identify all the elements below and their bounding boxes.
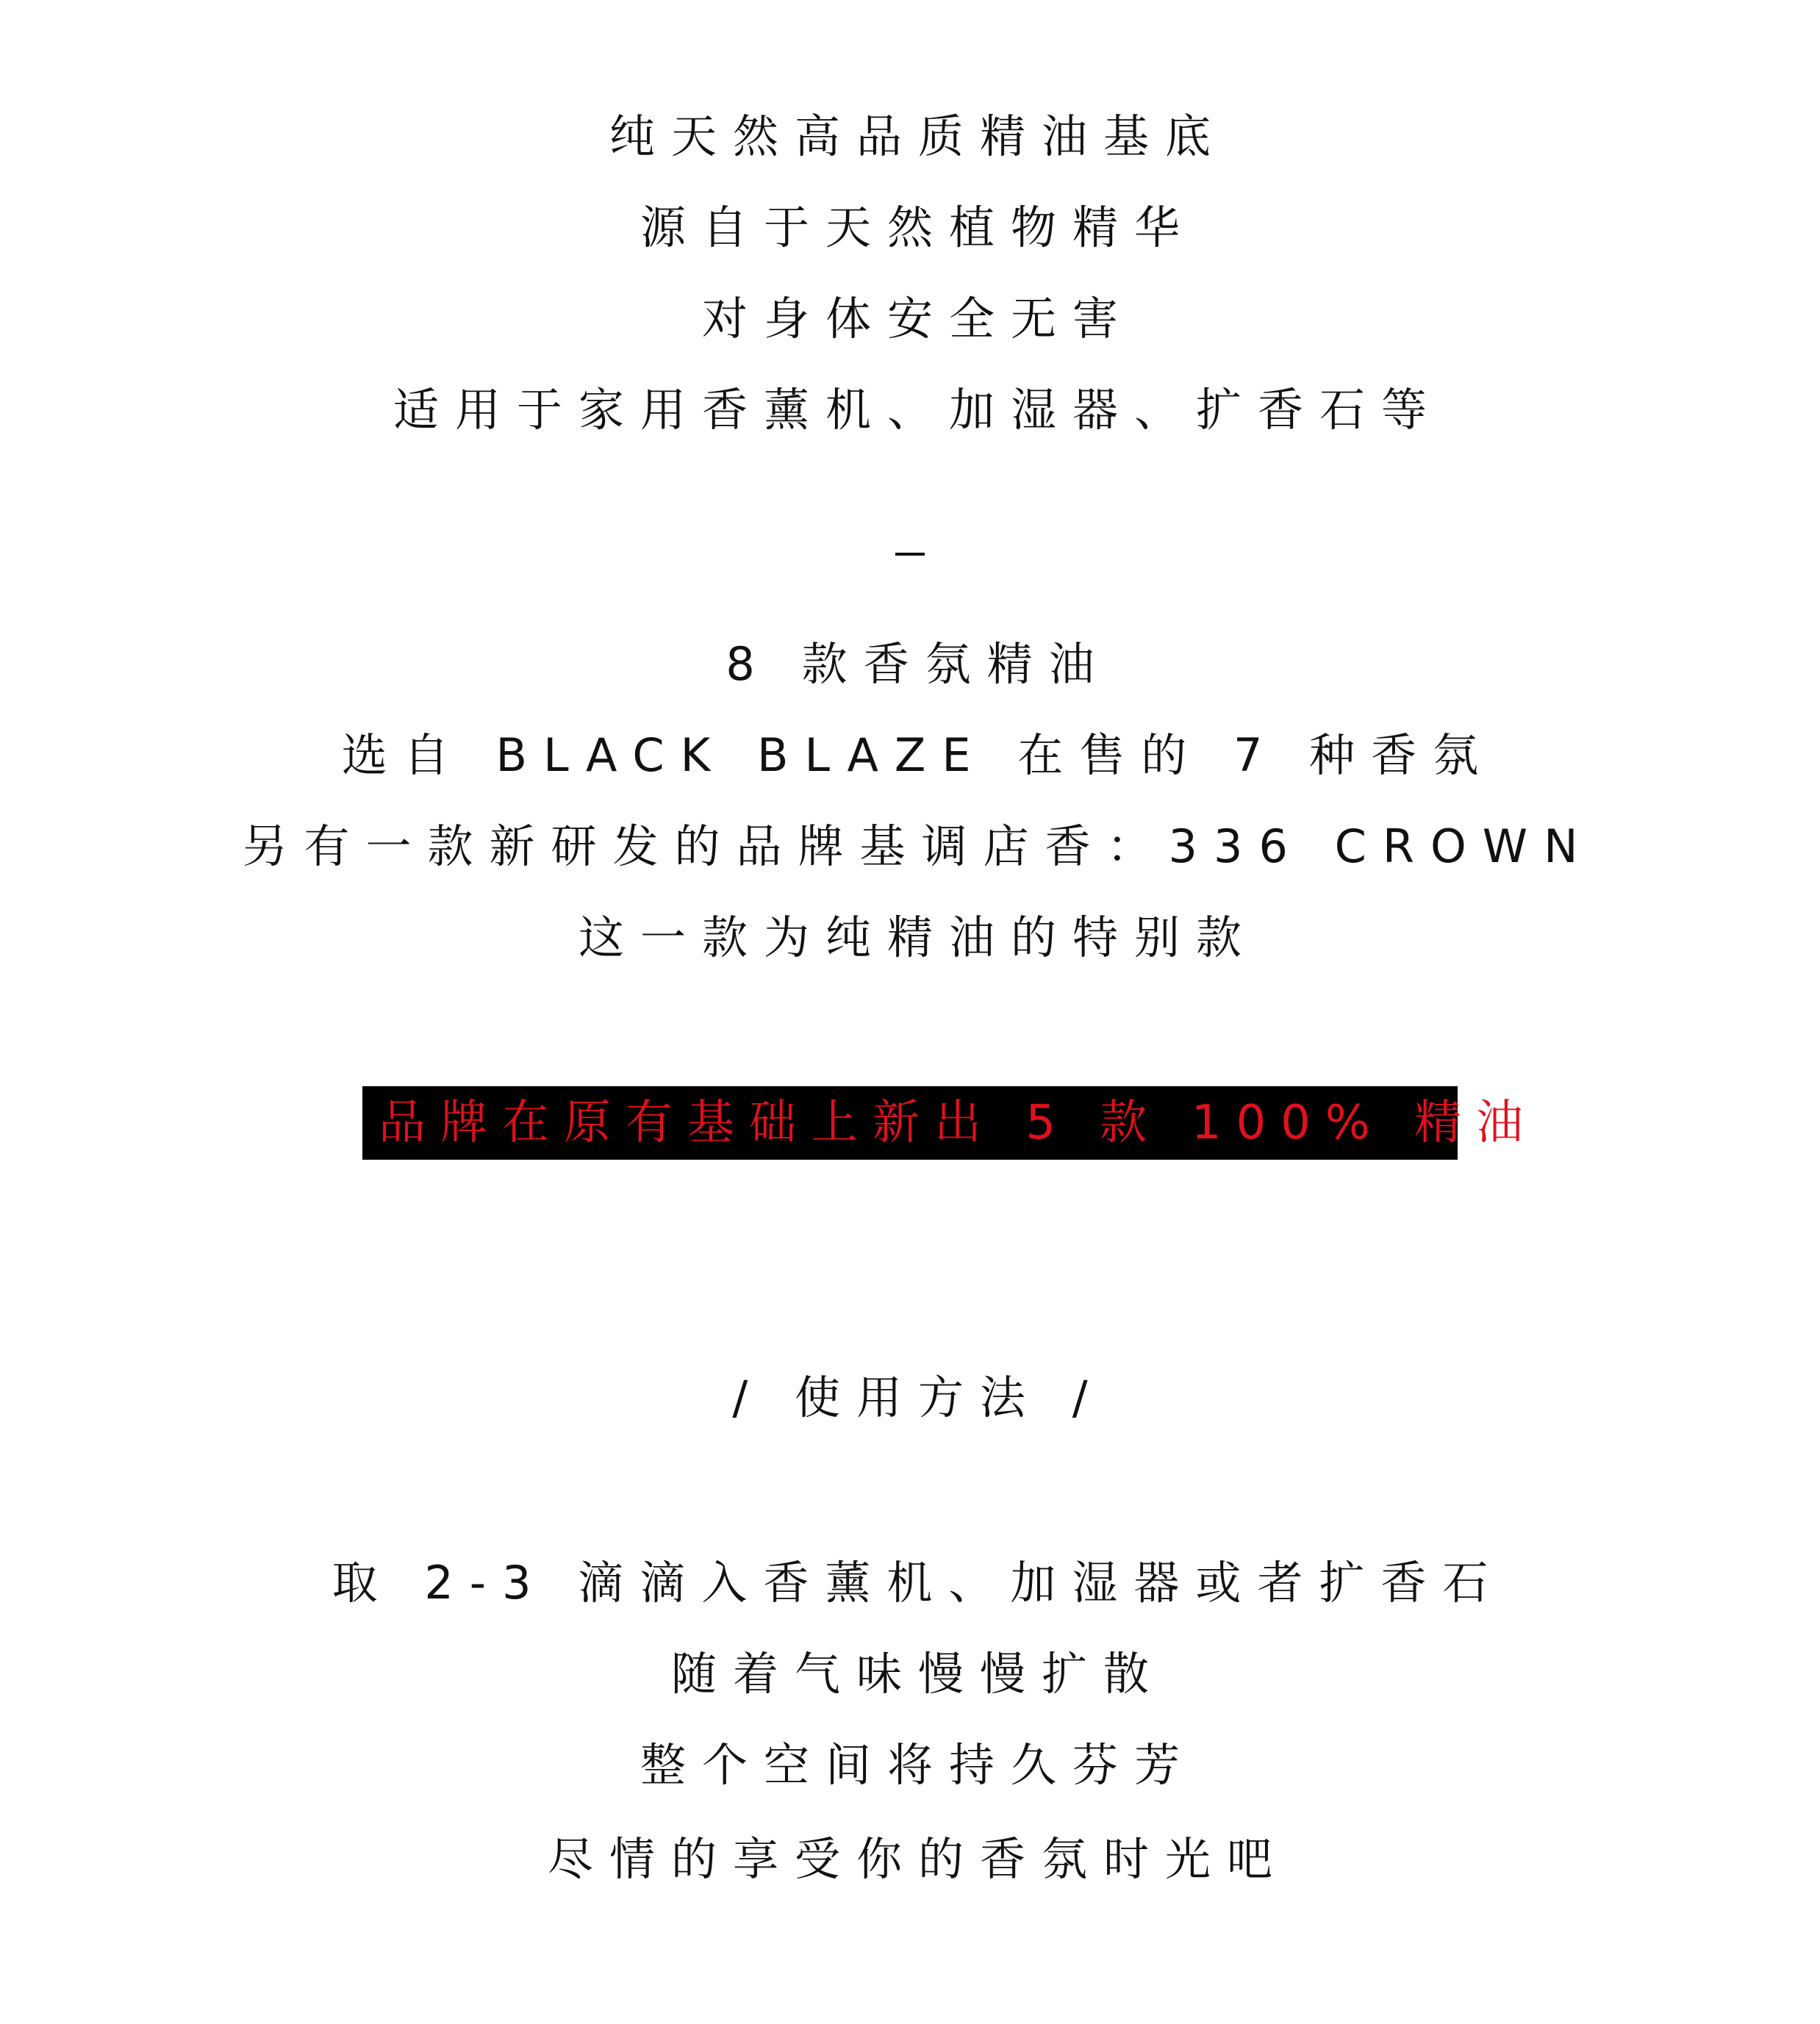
usage-line-2: 随着气味慢慢扩散 bbox=[670, 1647, 1165, 1701]
product-line-4: 这一款为纯精油的特别款 bbox=[578, 911, 1258, 964]
usage-line-1: 取 2-3 滴滴入香薰机、加湿器或者扩香石 bbox=[332, 1556, 1505, 1609]
usage-line-3: 整个空间将持久芬芳 bbox=[639, 1738, 1196, 1792]
intro-line-1: 纯天然高品质精油基底 bbox=[609, 110, 1227, 163]
usage-title: / 使用方法 / bbox=[732, 1371, 1104, 1424]
intro-line-3: 对身体安全无害 bbox=[701, 292, 1134, 345]
usage-line-4: 尽情的享受你的香氛时光吧 bbox=[547, 1832, 1289, 1886]
highlight-banner-wrap bbox=[0, 1086, 1820, 1160]
product-line-2: 选自 BLACK BLAZE 在售的 7 种香氛 bbox=[341, 728, 1495, 782]
section-divider bbox=[895, 553, 925, 556]
intro-line-2: 源自于天然植物精华 bbox=[639, 201, 1196, 254]
product-line-3: 另有一款新研发的品牌基调店香：336 CROWN bbox=[242, 819, 1594, 873]
intro-line-4: 适用于家用香薰机、加湿器、扩香石等 bbox=[393, 383, 1443, 437]
product-line-1: 8 款香氛精油 bbox=[726, 637, 1111, 691]
highlight-banner: 品牌在原有基础上新出 5 款 100% 精油 bbox=[362, 1086, 1458, 1160]
